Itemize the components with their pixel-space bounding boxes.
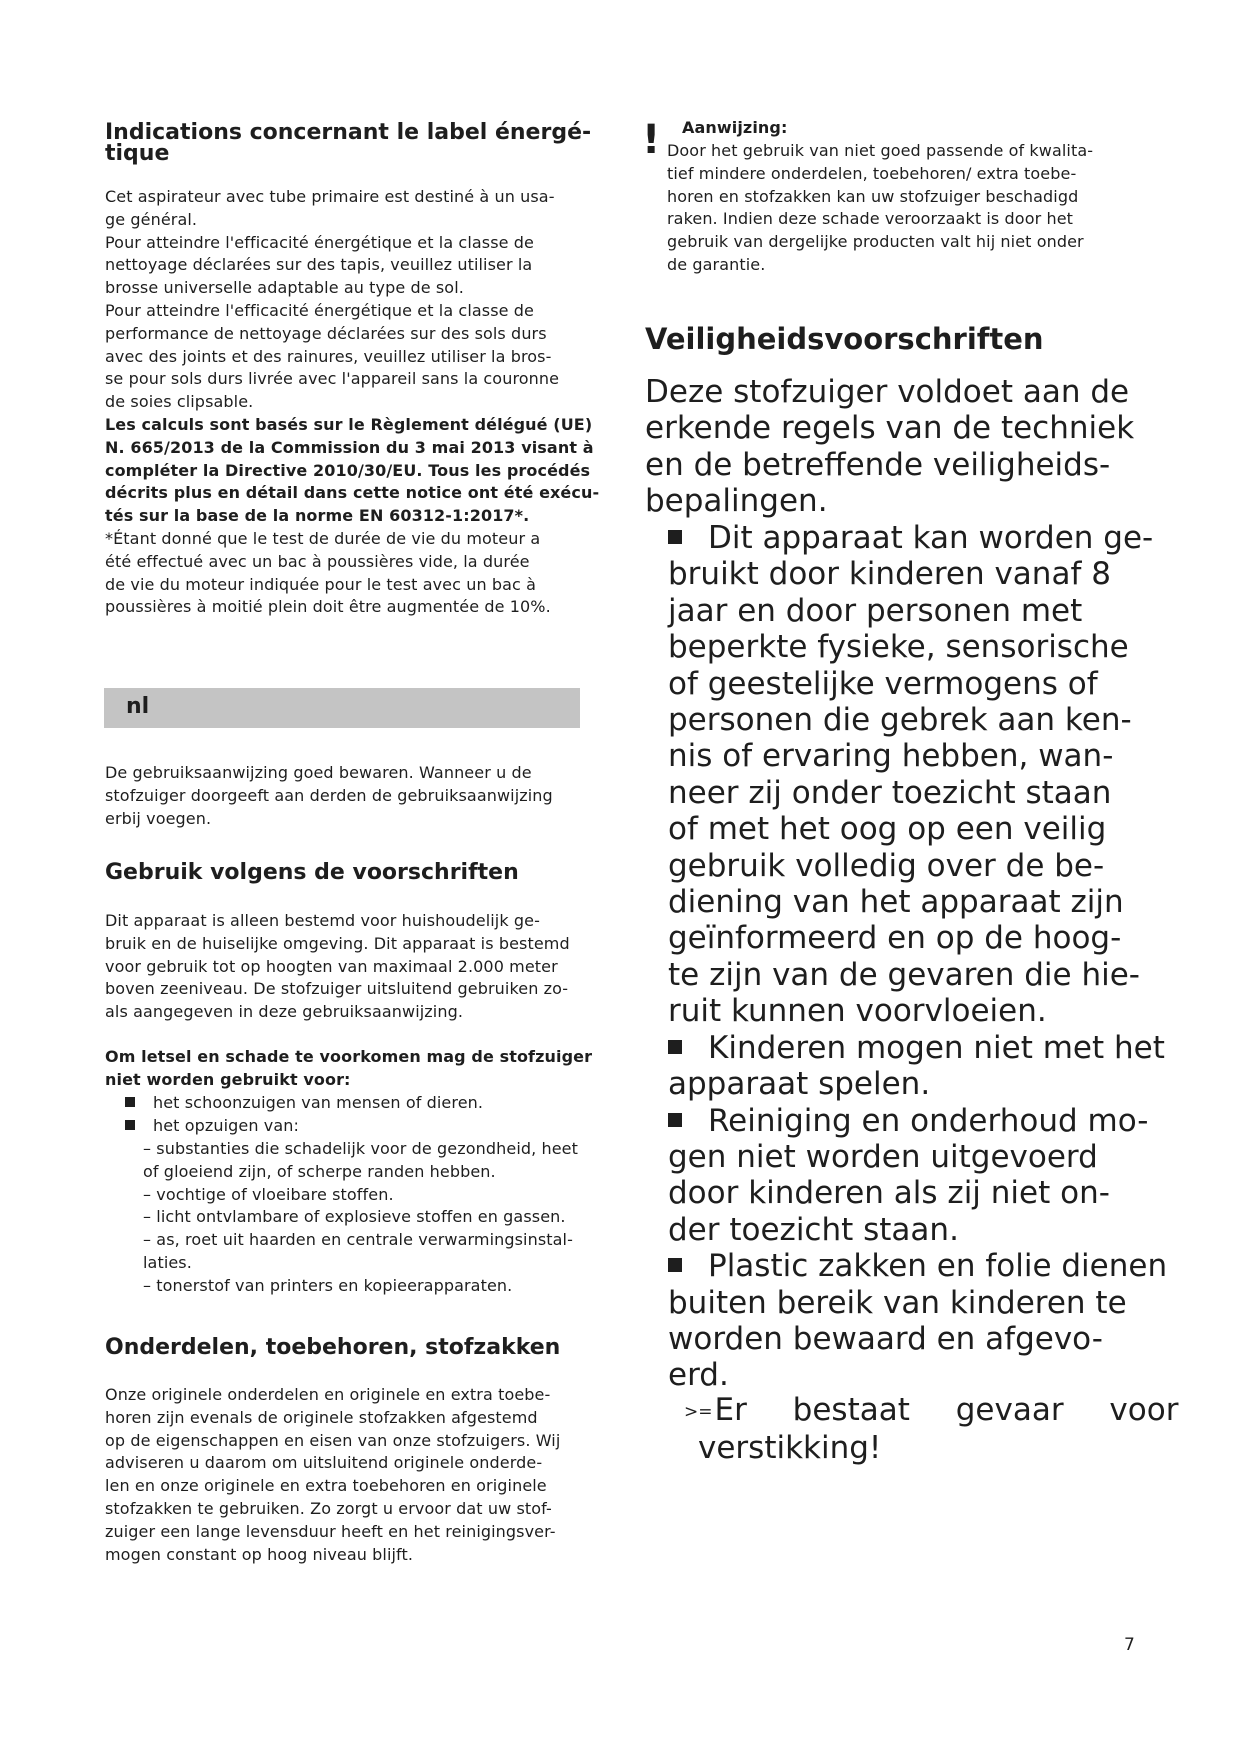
french-bold-paragraph xyxy=(105,414,600,528)
text-line: te zijn van de gevaren die hie- xyxy=(668,956,1140,993)
text-line: buiten bereik van kinderen te xyxy=(668,1284,1127,1321)
text-line: Dit apparaat is alleen bestemd voor huishoudelijk ge- xyxy=(105,911,540,930)
text-line: apparaat spelen. xyxy=(668,1066,931,1103)
exclamation-icon: ! xyxy=(642,117,661,163)
parts-paragraph xyxy=(105,1384,600,1566)
text-line: of met het oog op een veilig xyxy=(668,811,1107,848)
text-line: performance de nettoyage déclarées sur des sols durs xyxy=(105,323,547,343)
safety-result: >=Er bestaat gevaar voor verstikking! xyxy=(684,1392,1179,1467)
text-line: – as, roet uit haarden en centrale verwarmingsinstal- xyxy=(143,1230,573,1250)
text-line: – licht ontvlambare of explosieve stoffen en gassen. xyxy=(143,1207,566,1227)
text-line: nis of ervaring hebben, wan- xyxy=(668,738,1114,775)
text-line: se pour sols durs livrée avec l'appareil sans la couronne xyxy=(105,369,560,389)
text-line: – vochtige of vloeibare stoffen. xyxy=(143,1184,394,1204)
square-bullet-icon xyxy=(668,1113,682,1127)
text-line: – substanties die schadelijk voor de gezondheid, heet xyxy=(143,1139,578,1158)
list-item: het opzuigen van: xyxy=(125,1115,483,1138)
text-line: beperkte fysieke, sensorische xyxy=(668,629,1129,666)
safety-heading: Veiligheidsvoorschriften xyxy=(645,322,1044,356)
text-line: erbij voegen. xyxy=(105,808,212,828)
text-line: Onze originele onderdelen en originele en extra toebe- xyxy=(105,1385,551,1404)
text-line: Om letsel en schade te voorkomen mag de stofzuiger xyxy=(105,1047,593,1066)
text-line: laties. xyxy=(143,1252,192,1272)
text-line: erd. xyxy=(668,1357,729,1394)
parts-heading: Onderdelen, toebehoren, stofzakken xyxy=(105,1335,561,1360)
language-label: nl xyxy=(126,694,150,719)
text-line: door kinderen als zij niet on- xyxy=(668,1175,1110,1212)
french-heading xyxy=(105,122,600,164)
text-line: tés sur la base de la norme EN 60312-1:2017*. xyxy=(105,506,530,526)
text-line: compléter la Directive 2010/30/EU. Tous les procédés xyxy=(105,460,591,480)
text-line: décrits plus en détail dans cette notice ont été exécu- xyxy=(105,483,600,503)
text-line: Pour atteindre l'efficacité énergétique et la classe de xyxy=(105,232,534,252)
text-line: bepalingen. xyxy=(645,483,828,520)
safety-item-first-line: Reiniging en onderhoud mo- xyxy=(668,1103,1167,1139)
safety-list xyxy=(668,520,1167,1394)
usage-warning xyxy=(105,1046,600,1092)
text-line: de garantie. xyxy=(667,254,766,274)
safety-item-first-line: Plastic zakken en folie dienen xyxy=(668,1248,1167,1284)
text-line: N. 665/2013 de la Commission du 3 mai 2013 visant à xyxy=(105,437,594,457)
square-bullet-icon xyxy=(668,530,682,544)
text-line: of geestelijke vermogens of xyxy=(668,665,1098,702)
text-line: erkende regels van de techniek xyxy=(645,410,1135,447)
text-line: mogen constant op hoog niveau blijft. xyxy=(105,1544,414,1564)
square-bullet-icon xyxy=(125,1097,135,1107)
text-line: tique xyxy=(105,141,170,166)
text-line: of gloeiend zijn, of scherpe randen hebben. xyxy=(143,1161,496,1181)
text-line: Cet aspirateur avec tube primaire est destiné à un usa- xyxy=(105,187,555,206)
text-line: raken. Indien deze schade veroorzaakt is door het xyxy=(667,209,1074,229)
text-line: niet worden gebruikt voor: xyxy=(105,1069,351,1089)
text-line: bruikt door kinderen vanaf 8 xyxy=(668,556,1111,593)
text-line: len en onze originele en extra toebehoren en originele xyxy=(105,1476,547,1496)
text-line: nettoyage déclarées sur des tapis, veuillez utiliser la xyxy=(105,255,533,275)
text-line: Les calculs sont basés sur le Règlement délégué (UE) xyxy=(105,415,593,434)
usage-heading: Gebruik volgens de voorschriften xyxy=(105,860,519,885)
language-section-bar xyxy=(104,688,580,728)
text-line: en de betreffende veiligheids- xyxy=(645,446,1111,483)
text-line: op de eigenschappen en eisen van onze stofzuigers. Wij xyxy=(105,1430,561,1450)
text-line: zuiger een lange levensduur heeft en het reinigingsver- xyxy=(105,1521,556,1541)
text-line: gebruik van dergelijke producten valt hij niet onder xyxy=(667,232,1084,252)
text-line: avec des joints et des rainures, veuillez utiliser la bros- xyxy=(105,346,552,366)
safety-item-first-line: Dit apparaat kan worden ge- xyxy=(668,520,1167,556)
list-item: het schoonzuigen van mensen of dieren. xyxy=(125,1092,483,1115)
text-line: stofzuiger doorgeeft aan derden de gebruiksaanwijzing xyxy=(105,785,553,805)
usage-paragraph xyxy=(105,910,600,1024)
safety-item xyxy=(668,1248,1167,1394)
text-line: tief mindere onderdelen, toebehoren/ extra toebe- xyxy=(667,163,1077,183)
safety-intro xyxy=(645,374,1134,520)
square-bullet-icon xyxy=(125,1120,135,1130)
text-line: neer zij onder toezicht staan xyxy=(668,774,1112,811)
text-line: poussières à moitié plein doit être augmentée de 10%. xyxy=(105,597,551,617)
text-line: – tonerstof van printers en kopieerapparaten. xyxy=(143,1275,513,1295)
text-line: De gebruiksaanwijzing goed bewaren. Wanneer u de xyxy=(105,763,532,782)
text-line: Deze stofzuiger voldoet aan de xyxy=(645,374,1130,410)
text-line: ruit kunnen voorvloeien. xyxy=(668,993,1047,1030)
text-line: als aangegeven in deze gebruiksaanwijzing. xyxy=(105,1002,464,1022)
text-line: stofzakken te gebruiken. Zo zorgt u ervoor dat uw stof- xyxy=(105,1498,552,1518)
page-number: 7 xyxy=(1124,1635,1135,1655)
french-paragraph xyxy=(105,186,600,414)
safety-item xyxy=(668,1103,1167,1249)
text-line: de soies clipsable. xyxy=(105,392,254,412)
text-line: *Étant donné que le test de durée de vie du moteur a xyxy=(105,529,541,548)
text-line: été effectué avec un bac à poussières vide, la durée xyxy=(105,551,530,571)
text-line: bruik en de huiselijke omgeving. Dit apparaat is bestemd xyxy=(105,933,570,953)
text-line: Pour atteindre l'efficacité énergétique et la classe de xyxy=(105,300,534,320)
text-line: de vie du moteur indiquée pour le test avec un bac à xyxy=(105,574,537,594)
text-line: boven zeeniveau. De stofzuiger uitsluitend gebruiken zo- xyxy=(105,979,569,999)
usage-sub-list xyxy=(143,1138,578,1298)
safety-item-first-line: Kinderen mogen niet met het xyxy=(668,1030,1167,1066)
safety-item xyxy=(668,520,1167,1030)
text-line: jaar en door personen met xyxy=(668,592,1083,629)
text-line: adviseren u daarom om uitsluitend originele onderde- xyxy=(105,1453,543,1473)
text-line: horen zijn evenals de originele stofzakken afgestemd xyxy=(105,1407,538,1427)
text-line: gen niet worden uitgevoerd xyxy=(668,1138,1098,1175)
note-title: Aanwijzing: xyxy=(682,118,788,137)
text-line: brosse universelle adaptable au type de sol. xyxy=(105,278,464,298)
text-line: diening van het apparaat zijn xyxy=(668,884,1124,921)
note-paragraph xyxy=(667,140,1093,277)
square-bullet-icon xyxy=(668,1258,682,1272)
text-line: Door het gebruik van niet goed passende of kwalita- xyxy=(667,141,1094,160)
text-line: personen die gebrek aan ken- xyxy=(668,702,1132,739)
text-line: horen en stofzakken kan uw stofzuiger beschadigd xyxy=(667,186,1079,206)
safety-item xyxy=(668,1030,1167,1103)
usage-bullet-list xyxy=(125,1092,483,1138)
french-footnote xyxy=(105,528,600,619)
square-bullet-icon xyxy=(668,1040,682,1054)
dutch-intro xyxy=(105,762,600,830)
text-line: Indications concernant le label énergé- xyxy=(105,120,592,145)
text-line: gebruik volledig over de be- xyxy=(668,847,1105,884)
text-line: ge général. xyxy=(105,209,198,229)
text-line: der toezicht staan. xyxy=(668,1211,959,1248)
text-line: voor gebruik tot op hoogten van maximaal 2.000 meter xyxy=(105,956,558,976)
text-line: geïnformeerd en op de hoog- xyxy=(668,920,1122,957)
text-line: worden bewaard en afgevo- xyxy=(668,1320,1103,1357)
result-arrow-icon: >= xyxy=(684,1402,713,1422)
